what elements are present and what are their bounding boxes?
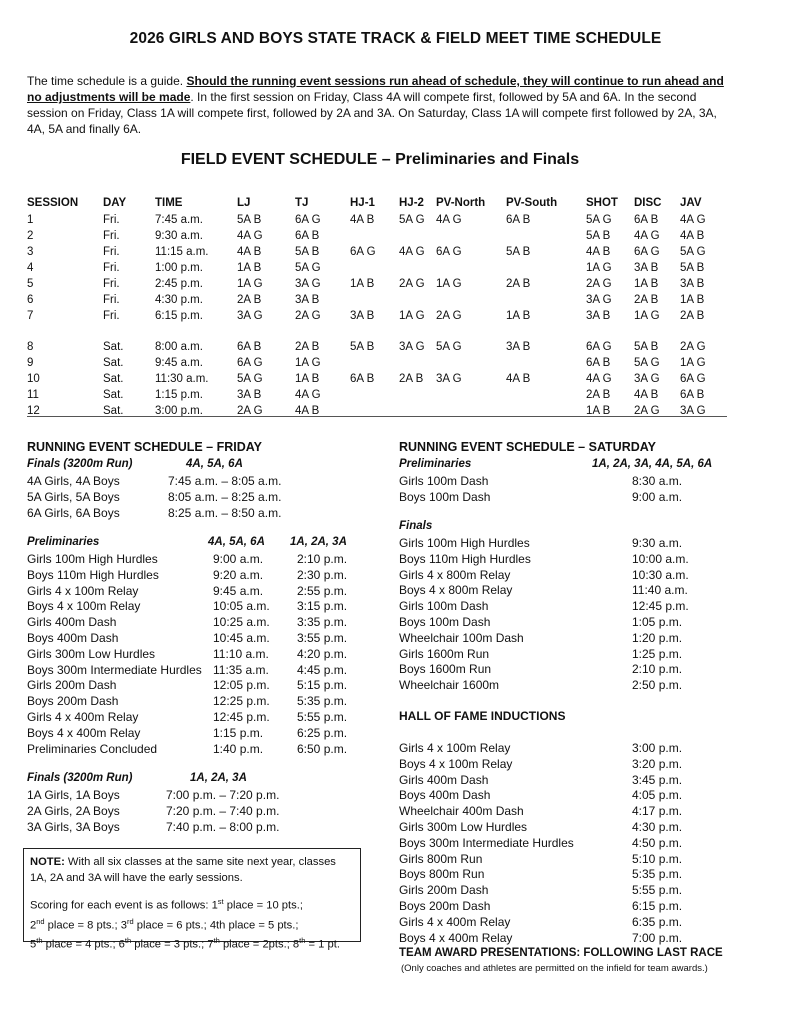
field-cell: 7:45 a.m. (155, 214, 203, 226)
field-cell: 1A B (237, 262, 262, 274)
friday-prelim-row-cell: 2:30 p.m. (297, 567, 348, 582)
field-cell: 1A B (506, 310, 531, 322)
field-cell: 3A G (586, 294, 612, 306)
field-header-cell: TIME (155, 197, 183, 209)
field-cell: 4A B (586, 246, 611, 258)
friday-finals-row-cell: 8:05 a.m. – 8:25 a.m. (168, 489, 282, 504)
field-cell: 6A G (680, 373, 706, 385)
scoring-segment: place = 10 pts.; (223, 899, 303, 912)
field-header-cell: SESSION (27, 197, 79, 209)
field-cell: 4A B (634, 389, 659, 401)
saturday-finals-row-cell: Boys 4 x 100m Relay (399, 756, 513, 771)
field-header-cell: DISC (634, 197, 662, 209)
field-header-cell: HJ-1 (350, 197, 375, 209)
field-cell: 3A B (634, 262, 659, 274)
note-body: With all six classes at the same site next year, classes 1A, 2A and 3A will have the early sessions. (30, 856, 336, 884)
field-header-cell: DAY (103, 197, 127, 209)
saturday-finals-row-cell: 5:10 p.m. (632, 851, 683, 866)
field-cell: 2A B (506, 278, 531, 290)
field-cell: 3 (27, 246, 34, 258)
field-cell: 4A G (295, 389, 321, 401)
friday-finals-row-cell: 5A Girls, 5A Boys (27, 489, 120, 504)
field-cell: 4A G (586, 373, 612, 385)
saturday-finals-row-cell: 5:35 p.m. (632, 867, 683, 882)
field-cell: 1A B (586, 405, 611, 417)
page-title: 2026 GIRLS AND BOYS STATE TRACK & FIELD MEET TIME SCHEDULE (129, 30, 662, 47)
field-cell: 2A G (436, 310, 462, 322)
field-cell: Sat. (103, 357, 124, 369)
friday-prelim-row-cell: 6:50 p.m. (297, 741, 348, 756)
field-cell: 6A B (680, 389, 705, 401)
friday-prelim-row-cell: 5:55 p.m. (297, 710, 348, 724)
field-cell: 6 (27, 294, 34, 306)
friday-finals2-classes: 1A, 2A, 3A (190, 772, 247, 784)
field-cell: 4A G (237, 230, 263, 242)
field-cell: 1A G (237, 278, 263, 290)
friday-prelim-row-cell: 12:25 p.m. (213, 694, 270, 709)
friday-prelim-row-cell: 4:20 p.m. (297, 646, 348, 661)
field-cell: Sat. (103, 373, 124, 385)
field-cell: 4 (27, 262, 34, 274)
field-cell: 5A B (237, 214, 262, 226)
scoring-segment: rd (126, 916, 134, 926)
friday-prelim-row-cell: Girls 100m High Hurdles (27, 552, 158, 566)
team-award-label: TEAM AWARD PRESENTATIONS: FOLLOWING LAST RACE (399, 947, 723, 959)
field-header-cell: JAV (680, 197, 702, 209)
field-cell: 4A B (237, 246, 262, 258)
field-cell: 2A G (399, 278, 425, 290)
field-cell: 1:00 p.m. (155, 262, 203, 274)
field-cell: 5A B (295, 246, 320, 258)
friday-prelim-row-cell: Girls 4 x 400m Relay (27, 710, 139, 724)
field-cell: 2A B (295, 341, 320, 353)
friday-prelim-col1: 4A, 5A, 6A (208, 536, 265, 548)
field-header-cell: PV-South (506, 197, 558, 209)
saturday-finals-row-cell: Boys 4 x 800m Relay (399, 583, 513, 598)
scoring-text (30, 894, 354, 953)
saturday-finals-row-cell: 4:17 p.m. (632, 804, 683, 819)
field-cell: 1 (27, 214, 34, 226)
field-cell: 5A G (634, 357, 660, 369)
friday-prelim-row-cell: Boys 4 x 100m Relay (27, 599, 141, 614)
field-cell: 2A G (586, 278, 612, 290)
field-cell: 4A B (350, 214, 375, 226)
friday-finals2-row-cell: 7:40 p.m. – 8:00 p.m. (166, 819, 280, 834)
saturday-finals-row-cell: Girls 100m Dash (399, 599, 489, 614)
scoring-segment: th (124, 936, 132, 946)
friday-prelim-row-cell: Boys 200m Dash (27, 694, 119, 709)
note-text (30, 854, 354, 886)
field-cell: 6A B (350, 373, 375, 385)
field-cell: 1A G (295, 357, 321, 369)
saturday-finals-row-cell: Boys 110m High Hurdles (399, 551, 531, 566)
saturday-finals-row-cell: Boys 400m Dash (399, 788, 491, 803)
field-cell: Sat. (103, 341, 124, 353)
field-cell: 1A G (399, 310, 425, 322)
field-cell: 1A G (586, 262, 612, 274)
field-cell: 5A G (680, 246, 706, 258)
field-cell: 4A B (295, 405, 320, 417)
field-header-cell: HJ-2 (399, 197, 424, 209)
field-cell: 6A G (350, 246, 376, 258)
field-cell: 5A G (436, 341, 462, 353)
field-cell: 1A B (680, 294, 705, 306)
field-cell: 6A B (237, 341, 262, 353)
field-cell: 2A B (586, 389, 611, 401)
friday-prelim-row-cell: 2:10 p.m. (297, 552, 348, 566)
scoring-segment: place = 3 pts.; 7 (131, 939, 214, 952)
friday-prelim-row-cell: 11:10 a.m. (213, 646, 269, 661)
saturday-finals-row-cell: 6:35 p.m. (632, 914, 683, 929)
field-cell: 11:15 a.m. (155, 246, 209, 258)
scoring-segment: place = 4 pts.; 6 (42, 939, 125, 952)
saturday-finals-row-cell: Girls 4 x 400m Relay (399, 914, 511, 929)
saturday-finals-row-cell: Girls 400m Dash (399, 772, 489, 787)
field-cell: 6A G (295, 214, 321, 226)
scoring-segment: th (299, 936, 306, 946)
saturday-finals-row-cell: Girls 300m Low Hurdles (399, 820, 528, 834)
field-header-cell: TJ (295, 197, 309, 209)
saturday-finals-row-cell: 12:45 p.m. (632, 599, 689, 614)
field-cell: 4:30 p.m. (155, 294, 203, 306)
friday-prelim-row-cell: 9:45 a.m. (213, 583, 264, 598)
saturday-finals-row-cell: 3:20 p.m. (632, 756, 683, 771)
field-cell: 6A B (506, 214, 531, 226)
table-divider (27, 416, 727, 417)
saturday-classes: 1A, 2A, 3A, 4A, 5A, 6A (592, 458, 713, 470)
friday-prelim-col2: 1A, 2A, 3A (290, 536, 347, 548)
field-cell: 3A B (237, 389, 262, 401)
saturday-prelim-label: Preliminaries (399, 458, 472, 470)
team-award-note: (Only coaches and athletes are permitted on the infield for team awards.) (401, 963, 708, 974)
field-cell: 5A B (506, 246, 531, 258)
field-cell: 1A G (634, 310, 660, 322)
friday-prelim-row-cell: 5:35 p.m. (297, 694, 348, 709)
friday-finals2-row-cell: 2A Girls, 2A Boys (27, 803, 120, 818)
field-cell: 3A B (680, 278, 705, 290)
field-cell: 8:00 a.m. (155, 341, 203, 353)
field-cell: 6A B (634, 214, 659, 226)
saturday-finals-row-cell: 1:25 p.m. (632, 646, 683, 661)
field-cell: 2A G (680, 341, 706, 353)
field-cell: 6A B (586, 357, 611, 369)
saturday-finals-row-cell: 4:05 p.m. (632, 788, 683, 803)
field-cell: Fri. (103, 230, 120, 242)
field-event-title: FIELD EVENT SCHEDULE – Preliminaries and Finals (180, 151, 580, 168)
field-cell: 1A G (680, 357, 706, 369)
scoring-segment: nd (36, 916, 45, 926)
field-cell: 3A G (634, 373, 660, 385)
saturday-finals-row-cell: 11:40 a.m. (632, 583, 688, 598)
friday-prelim-row-cell: Preliminaries Concluded (27, 741, 158, 756)
friday-prelim-row-cell: 6:25 p.m. (297, 725, 348, 740)
friday-prelim-row-cell: 3:15 p.m. (297, 599, 348, 614)
field-cell: 4A G (680, 214, 706, 226)
friday-prelim-row-cell: 2:55 p.m. (297, 583, 348, 598)
field-cell: 1A G (436, 278, 462, 290)
friday-prelim-row-cell: Boys 4 x 400m Relay (27, 725, 141, 740)
field-cell: 4A G (436, 214, 462, 226)
field-cell: 4A G (634, 230, 660, 242)
friday-finals2-row-cell: 7:00 p.m. – 7:20 p.m. (166, 788, 280, 802)
field-cell: 3A G (295, 278, 321, 290)
field-cell: 3A G (237, 310, 263, 322)
saturday-finals-row-cell: Boys 100m Dash (399, 615, 491, 629)
saturday-finals-row-cell: Girls 800m Run (399, 851, 483, 866)
intro-emphasis: Should the running event sessions run ahead of schedule, they will continue to run ahead and no adjustments will be made (27, 74, 724, 104)
field-cell: 5 (27, 278, 34, 290)
friday-prelim-row-cell: Girls 300m Low Hurdles (27, 646, 156, 661)
scoring-segment: th (36, 936, 43, 946)
field-cell: 1:15 p.m. (155, 389, 203, 401)
field-cell: 5A B (350, 341, 375, 353)
friday-prelim-row-cell: 11:35 a.m. (213, 662, 269, 677)
friday-finals-classes: 4A, 5A, 6A (186, 458, 243, 470)
friday-prelim-row-cell: Boys 110m High Hurdles (27, 567, 159, 582)
friday-finals2-label: Finals (3200m Run) (27, 772, 133, 784)
field-cell: 6A G (436, 246, 462, 258)
friday-finals2-row-cell: 1A Girls, 1A Boys (27, 788, 120, 802)
friday-prelim-row-cell: 9:00 a.m. (213, 552, 264, 566)
friday-prelim-row-cell: 3:35 p.m. (297, 615, 348, 630)
field-cell: 5A G (399, 214, 425, 226)
friday-prelim-row-cell: 1:40 p.m. (213, 741, 264, 756)
field-cell: 2:45 p.m. (155, 278, 203, 290)
field-cell: 2A G (237, 405, 263, 417)
saturday-finals-row-cell: 4:30 p.m. (632, 820, 683, 834)
field-cell: 2A B (680, 310, 705, 322)
scoring-segment: st (217, 897, 224, 906)
friday-prelim-row-cell: 9:20 a.m. (213, 567, 264, 582)
saturday-finals-row-cell: Wheelchair 400m Dash (399, 804, 524, 819)
friday-finals-row-cell: 6A Girls, 6A Boys (27, 505, 120, 520)
friday-prelim-row-cell: Girls 400m Dash (27, 615, 117, 630)
saturday-finals-row-cell: Girls 1600m Run (399, 646, 490, 661)
field-cell: 4A B (506, 373, 531, 385)
saturday-finals-row-cell: Boys 300m Intermediate Hurdles (399, 835, 574, 850)
field-cell: 5A B (680, 262, 705, 274)
friday-prelim-row-cell: Boys 300m Intermediate Hurdles (27, 662, 202, 677)
saturday-finals-label: Finals (399, 520, 433, 532)
field-cell: 3:00 p.m. (155, 405, 203, 417)
field-cell: Fri. (103, 310, 120, 322)
friday-prelim-label: Preliminaries (27, 536, 100, 548)
scoring-segment: 5 (30, 939, 37, 952)
saturday-prelim-row-cell: 8:30 a.m. (632, 474, 683, 488)
scoring-segment: Scoring for each event is as follows: 1 (30, 899, 218, 912)
field-cell: Fri. (103, 294, 120, 306)
friday-finals2-row-cell: 3A Girls, 3A Boys (27, 819, 120, 834)
saturday-finals-row-cell: 5:55 p.m. (632, 883, 683, 898)
field-cell: 6A G (237, 357, 263, 369)
friday-prelim-row-cell: 12:05 p.m. (213, 678, 270, 693)
friday-prelim-row-cell: 4:45 p.m. (297, 662, 348, 677)
field-cell: 6A G (634, 246, 660, 258)
friday-prelim-row-cell: 10:45 a.m. (213, 631, 270, 645)
note-label: NOTE: (30, 856, 65, 868)
field-cell: 4A G (399, 246, 425, 258)
field-cell: 12 (27, 405, 40, 417)
friday-prelim-row-cell: 3:55 p.m. (297, 631, 348, 645)
saturday-finals-row-cell: Girls 200m Dash (399, 883, 489, 898)
field-cell: 5A B (586, 230, 611, 242)
saturday-finals-row-cell: 3:00 p.m. (632, 741, 683, 755)
friday-finals-label: Finals (3200m Run) (27, 458, 133, 470)
field-cell: 1A B (634, 278, 659, 290)
field-header-cell: LJ (237, 197, 251, 209)
friday-prelim-row-cell: Boys 400m Dash (27, 631, 119, 645)
field-cell: 5A G (237, 373, 263, 385)
friday-finals2-row-cell: 7:20 p.m. – 7:40 p.m. (166, 803, 280, 818)
saturday-prelim-row-cell: Boys 100m Dash (399, 489, 491, 504)
saturday-finals-row-cell: Boys 800m Run (399, 867, 485, 882)
saturday-finals-row-cell: Girls 4 x 800m Relay (399, 567, 511, 582)
intro-paragraph (27, 73, 727, 137)
field-cell: 5A B (634, 341, 659, 353)
field-cell: 2A B (237, 294, 262, 306)
saturday-finals-row-cell: 4:50 p.m. (632, 835, 683, 850)
field-cell: 1A B (295, 373, 320, 385)
field-cell: Sat. (103, 389, 124, 401)
saturday-finals-row-cell: 3:45 p.m. (632, 772, 683, 787)
field-cell: 3A B (350, 310, 375, 322)
field-header-cell: SHOT (586, 197, 618, 209)
field-cell: 2 (27, 230, 34, 242)
saturday-finals-row-cell: 1:20 p.m. (632, 630, 683, 645)
friday-finals-row-cell: 8:25 a.m. – 8:50 a.m. (168, 505, 282, 520)
friday-prelim-row-cell: 5:15 p.m. (297, 678, 348, 693)
field-cell: 3A B (295, 294, 320, 306)
scoring-segment: place = 2pts.; 8 (219, 939, 300, 952)
friday-prelim-row-cell: 1:15 p.m. (213, 725, 264, 740)
field-cell: 3A G (680, 405, 706, 417)
saturday-finals-row-cell: 1:05 p.m. (632, 615, 683, 629)
field-cell: 11:30 a.m. (155, 373, 209, 385)
friday-finals-row-cell: 4A Girls, 4A Boys (27, 474, 120, 488)
field-cell: 5A G (586, 214, 612, 226)
field-cell: Fri. (103, 278, 120, 290)
field-header-cell: PV-North (436, 197, 486, 209)
saturday-finals-row-cell: 2:50 p.m. (632, 678, 683, 693)
scoring-segment: th (213, 936, 220, 946)
field-cell: 2A G (295, 310, 321, 322)
field-cell: 2A B (399, 373, 424, 385)
friday-schedule-title: RUNNING EVENT SCHEDULE – FRIDAY (27, 440, 262, 454)
saturday-finals-row-cell: 9:30 a.m. (632, 536, 683, 550)
field-cell: 5A G (295, 262, 321, 274)
note-box (23, 848, 361, 952)
friday-prelim-row-cell: 10:05 a.m. (213, 599, 270, 614)
hall-of-fame-label: HALL OF FAME INDUCTIONS (399, 709, 566, 723)
field-cell: 3A B (506, 341, 531, 353)
friday-prelim-row-cell: 12:45 p.m. (213, 710, 270, 724)
saturday-finals-row-cell: 7:00 p.m. (632, 930, 683, 945)
saturday-finals-row-cell: Girls 4 x 100m Relay (399, 741, 511, 755)
saturday-finals-row-cell: Boys 200m Dash (399, 899, 491, 913)
field-cell: 2A B (634, 294, 659, 306)
field-cell: 10 (27, 373, 40, 385)
field-cell: 7 (27, 310, 34, 322)
intro-text-1: The time schedule is a guide. (27, 74, 184, 88)
scoring-segment: place = 8 pts.; 3 (44, 919, 127, 932)
field-cell: 9 (27, 357, 34, 369)
saturday-finals-row-cell: Wheelchair 100m Dash (399, 630, 524, 645)
saturday-finals-row-cell: 10:30 a.m. (632, 567, 689, 582)
intro-text-2: . In the first session on Friday, Class 4A will compete first, followed by 5A and 6A. In the second session on Friday, Class 1A will compete first, followed by 2A and 3A. On Saturday, Class 1A will compete first followed by 2A, 3A, 4A, 5A and finally 6A. (27, 90, 717, 136)
friday-prelim-row-cell: Girls 4 x 100m Relay (27, 583, 139, 598)
field-cell: 3A G (399, 341, 425, 353)
field-cell: 4A B (680, 230, 705, 242)
field-cell: 6:15 p.m. (155, 310, 203, 322)
field-cell: 6A B (295, 230, 320, 242)
saturday-finals-row-cell: 10:00 a.m. (632, 551, 689, 566)
saturday-finals-row-cell: 6:15 p.m. (632, 899, 683, 913)
saturday-finals-row-cell: 2:10 p.m. (632, 662, 683, 677)
field-cell: 3A G (436, 373, 462, 385)
field-cell: Fri. (103, 262, 120, 274)
field-cell: 9:45 a.m. (155, 357, 203, 369)
field-cell: 2A G (634, 405, 660, 417)
saturday-finals-row-cell: Girls 100m High Hurdles (399, 536, 530, 550)
friday-finals-row-cell: 7:45 a.m. – 8:05 a.m. (168, 474, 282, 488)
field-cell: 11 (27, 389, 39, 401)
friday-prelim-row-cell: 10:25 a.m. (213, 615, 270, 630)
field-cell: 8 (27, 341, 34, 353)
field-cell: 6A G (586, 341, 612, 353)
field-cell: Fri. (103, 214, 120, 226)
saturday-prelim-row-cell: 9:00 a.m. (632, 489, 683, 504)
friday-prelim-row-cell: Girls 200m Dash (27, 678, 117, 693)
field-cell: Fri. (103, 246, 120, 258)
field-cell: 9:30 a.m. (155, 230, 203, 242)
field-cell: 3A B (586, 310, 611, 322)
saturday-schedule-title: RUNNING EVENT SCHEDULE – SATURDAY (399, 440, 656, 454)
saturday-finals-row-cell: Wheelchair 1600m (399, 678, 500, 693)
saturday-finals-row-cell: Boys 1600m Run (399, 662, 492, 677)
saturday-finals-row-cell: Boys 4 x 400m Relay (399, 930, 513, 945)
scoring-segment: place = 6 pts.; 4th place = 5 pts.; (133, 919, 299, 932)
saturday-prelim-row-cell: Girls 100m Dash (399, 474, 489, 488)
field-cell: Sat. (103, 405, 124, 417)
field-cell: 1A B (350, 278, 375, 290)
scoring-segment: = 1 pt. (305, 939, 340, 952)
scoring-segment: 2 (30, 919, 37, 932)
